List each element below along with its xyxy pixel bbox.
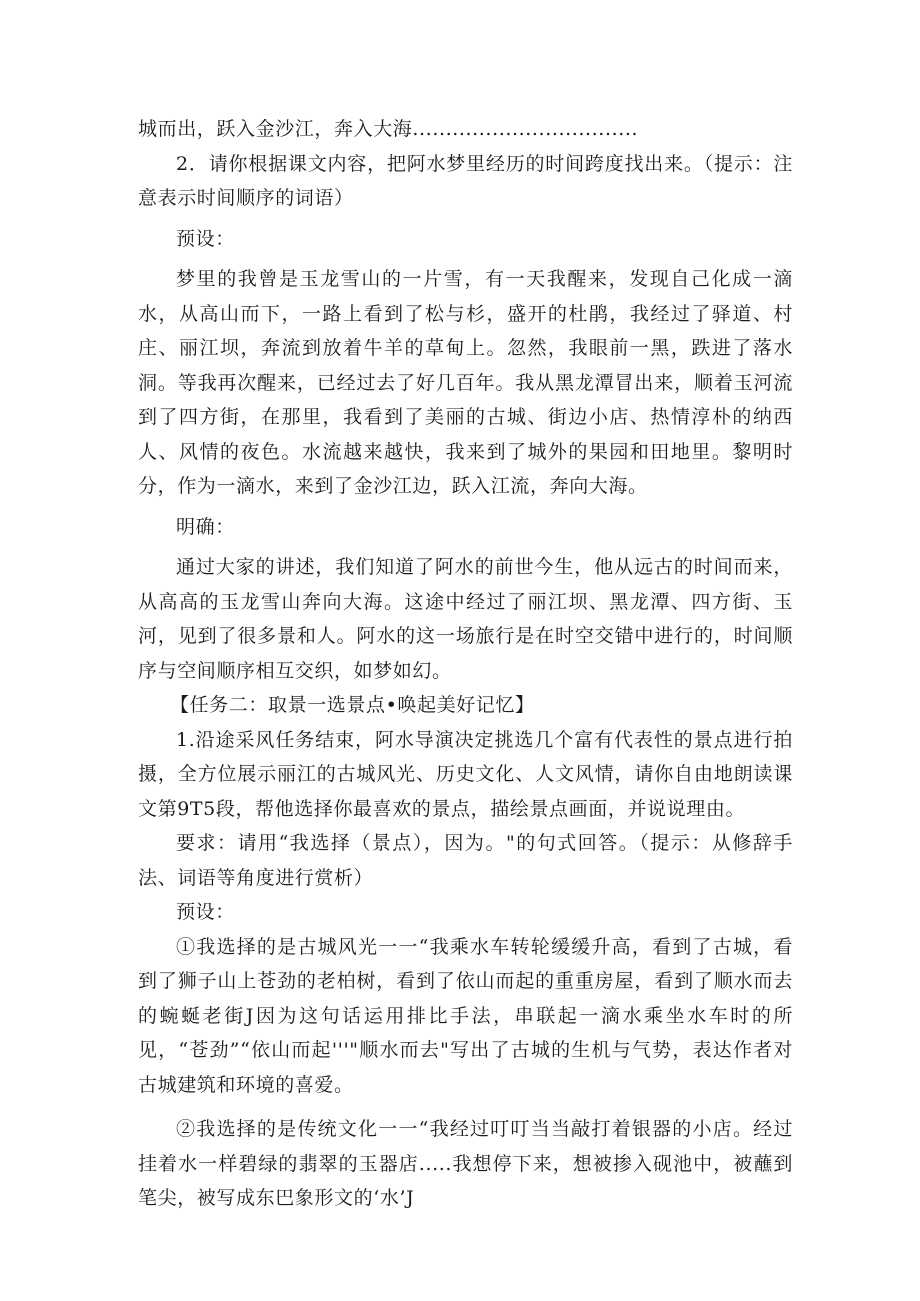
question-2: 2．请你根据课文内容，把阿水梦里经历的时间跨度找出来。（提示：注意表示时间顺序的词语） — [138, 152, 793, 209]
paragraph-continuation: 城而出，跃入金沙江，奔入大海.................................. — [138, 118, 639, 140]
preset-label-2: 预设： — [176, 901, 235, 923]
task-two-heading: 【任务二：取景一选景点•唤起美好记忆】 — [170, 694, 535, 716]
preset-answer-2: ②我选择的是传统文化一一“我经过叮叮当当敲打着银器的小店。经过挂着水一样碧绿的翡翠的玉器店.....我想停下来，想被掺入砚池中，被蘸到笔尖，被写成东巴象形文的‘水’J — [138, 1118, 793, 1209]
task-two-question-1: 1.沿途采风任务结束，阿水导演决定挑选几个富有代表性的景点进行拍摄，全方位展示丽江的古城风光、历史文化、人文风情，请你自由地朗读课文第9T5段，帮他选择你最喜欢的景点，描绘景点画面，并说说理由。 — [138, 728, 793, 820]
clarify-label: 明确： — [176, 515, 235, 538]
preset-label: 预设： — [176, 227, 235, 250]
document-body — [138, 112, 793, 1216]
requirement: 要求：请用“我选择（景点），因为。"的句式回答。（提示：从修辞手法、词语等角度进行赏析） — [138, 832, 793, 889]
clarify-answer: 通过大家的讲述，我们知道了阿水的前世今生，他从远古的时间而来，从高高的玉龙雪山奔向大海。这途中经过了丽江坝、黑龙潭、四方街、玉河，见到了很多景和人。阿水的这一场旅行是在时空交错中进行的，时间顺序与空间顺序相互交织，如梦如幻。 — [138, 556, 793, 682]
preset-answer-1: ①我选择的是古城风光一一“我乘水车转轮缓缓升高，看到了古城，看到了狮子山上苍劲的老柏树，看到了依山而起的重重房屋，看到了顺水而去的蜿蜒老街J因为这句话运用排比手法，串联起一滴水乘坐水车时的所见，“苍劲”“依山而起'''"顺水而去"写出了古城的生机与气势，表达作者对古城建筑和环境的喜爱。 — [138, 935, 793, 1096]
preset-answer-dream: 梦里的我曾是玉龙雪山的一片雪，有一天我醒来，发现自己化成一滴水，从高山而下，一路上看到了松与杉，盛开的杜鹃，我经过了驿道、村庄、丽江坝，奔流到放着牛羊的草甸上。忽然，我眼前一黑，跌进了落水洞。等我再次醒来，已经过去了好几百年。我从黑龙潭冒出来，顺着玉河流到了四方街，在那里，我看到了美丽的古城、街边小店、热情淳朴的纳西人、风情的夜色。水流越来越快，我来到了城外的果园和田地里。黎明时分，作为一滴水，来到了金沙江边，跃入江流，奔向大海。 — [138, 268, 793, 497]
